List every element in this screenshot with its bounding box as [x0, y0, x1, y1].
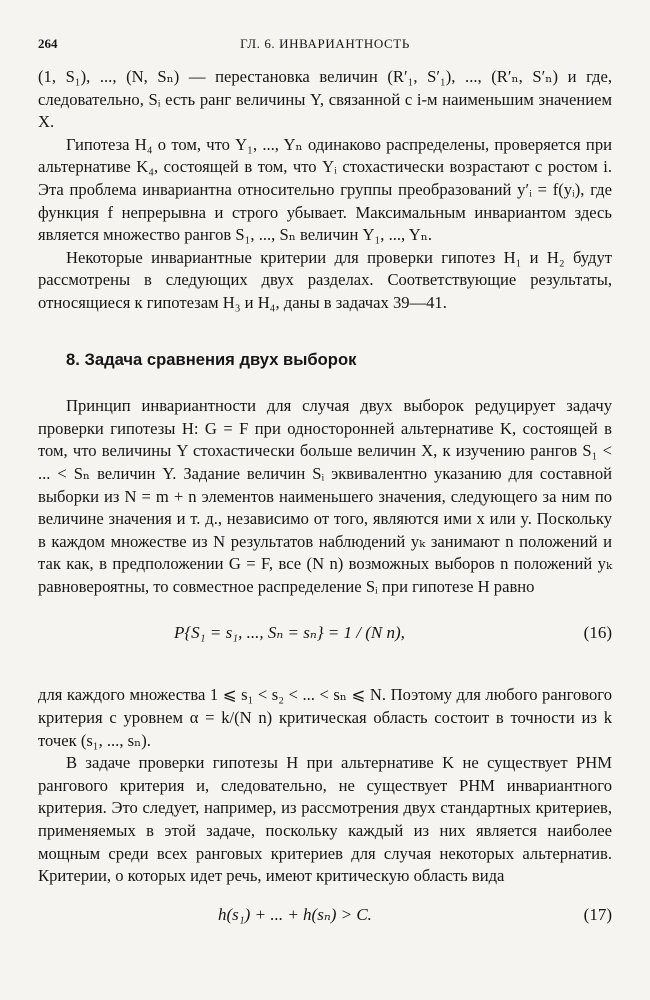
section-heading: 8. Задача сравнения двух выборок [66, 349, 357, 369]
equation-number: (16) [583, 623, 612, 643]
equation-expression: h(s₁) + ... + h(sₙ) > C. [218, 904, 372, 924]
equation-number: (17) [583, 904, 612, 924]
equation-expression: P{S₁ = s₁, ..., Sₙ = sₙ} = 1 / (N n), [174, 623, 405, 643]
paragraph: Принцип инвариантности для случая двух выборок редуцирует задачу проверки гипотезы H: G = F при односторонней альтернативе K, состоящей в том, что величины Y стохастически больше величин X, к изучению рангов S₁ < ... < Sₙ величин Y. Задание величин Sᵢ эквивалентно указанию для составной выборки из N = m + n элементов наименьшего значения, следующего за ним по величине значения и т. д., независимо от того, являются ими x или y. Поскольку в каждом множестве из N результатов наблюдений yₖ занимают n положений и так как, в предположении G = F, все (N n) возможных выборов n положений yₖ равновероятны, то совместное распределение Sᵢ при гипотезе H равно [38, 396, 612, 596]
paragraph: Некоторые инвариантные критерии для проверки гипотез H₁ и H₂ будут рассмотрены в следующих двух разделах. Соответствующие результаты, относящиеся к гипотезам H₃ и H₄, даны в задачах 39—41. [38, 247, 612, 312]
paragraph: В задаче проверки гипотезы H при альтернативе K не существует РНМ рангового критерия и, следовательно, не существует РНМ инвариантного критерия. Это следует, например, из рассмотрения двух стандартных критериев, применяемых в этой задаче, поскольку каждый из них является наиболее мощным среди всех ранговых критериев для случая некоторых альтернатив. Критерии, о которых идет речь, имеют критическую область вида [38, 753, 612, 886]
paragraph: (1, S₁), ..., (N, Sₙ) — перестановка величин (R′₁, S′₁), ..., (R′ₙ, S′ₙ) и где, следовательно, Sᵢ есть ранг величины Y, связанной с i-м наименьшим значением X. [38, 67, 612, 132]
running-header [38, 36, 612, 56]
equation-17 [38, 898, 612, 932]
page-body [38, 66, 612, 932]
paragraph: для каждого множества 1 ⩽ s₁ < s₂ < ... < sₙ ⩽ N. Поэтому для любого рангового критерия с уровнем α = k/(N n) критическая область состоит в точности из k точек (s₁, ..., sₙ). [38, 685, 612, 750]
equation-16 [38, 608, 612, 670]
chapter-title: ГЛ. 6. ИНВАРИАНТНОСТЬ [240, 36, 410, 51]
page-number: 264 [38, 36, 58, 51]
paragraph: Гипотеза H₄ о том, что Y₁, ..., Yₙ одинаково распределены, проверяется при альтернативе K₄, состоящей в том, что Yᵢ стохастически возрастают с ростом i. Эта проблема инвариантна относительно группы преобразований y′ᵢ = f(yᵢ), где функция f непрерывна и строго убывает. Максимальным инвариантом здесь является множество рангов S₁, ..., Sₙ величин Y₁, ..., Yₙ. [38, 134, 612, 245]
